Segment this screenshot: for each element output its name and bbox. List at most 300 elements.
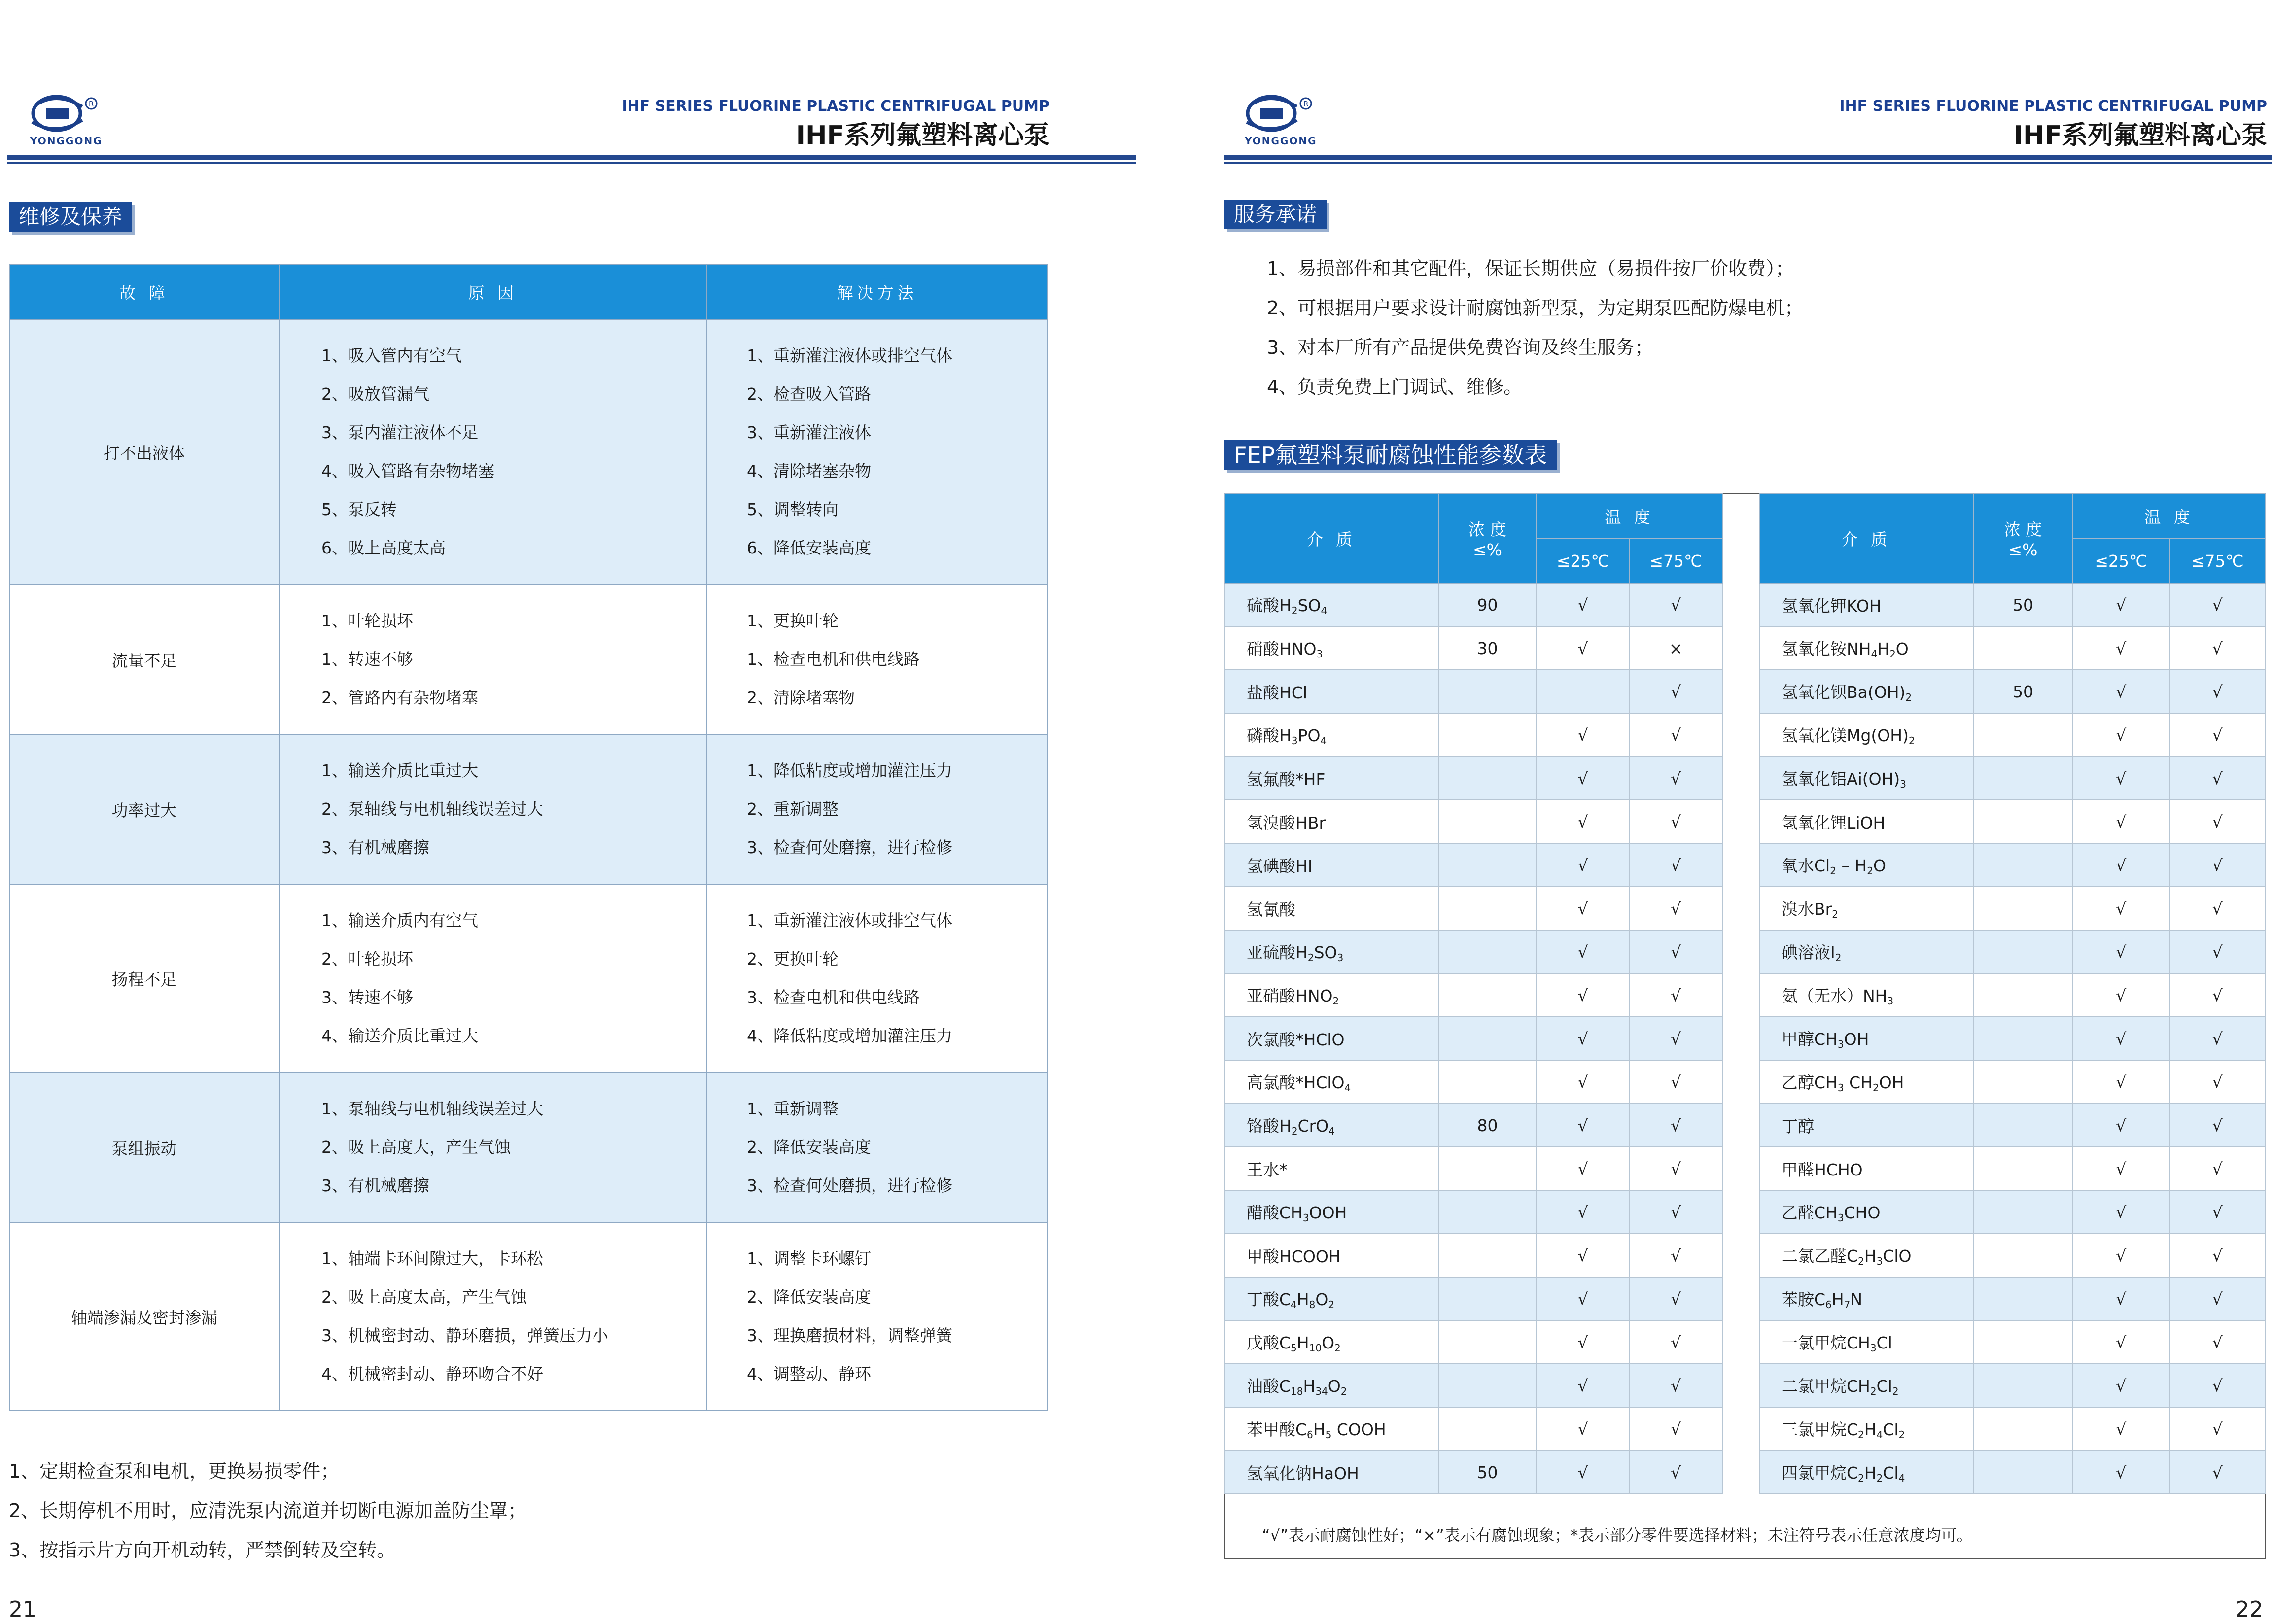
conc-cell [1438,670,1537,713]
t75-cell: √ [2169,1364,2266,1407]
medium-name: 硫酸$H_2SO_4$ [1224,583,1438,626]
t25-cell: √ [2073,973,2169,1017]
fep-row [1224,973,1722,1017]
t25-cell: √ [1537,1407,1630,1451]
solution-line: 2、重新调整 [747,799,839,819]
conc-cell [1438,1234,1537,1277]
service-promise: 4、负责免费上门调试、维修。 [1267,376,1523,398]
fep-row [1224,1234,1722,1277]
reason-cell [279,884,707,1072]
t75-cell: √ [1630,1364,1723,1407]
solution-cell [707,1222,1048,1411]
t25-cell: √ [2073,670,2169,713]
medium-name: 氢溴酸HBr [1224,800,1438,843]
maintenance-note: 1、定期检查泵和电机，更换易损零件； [9,1460,340,1482]
header-title-en-right: IHF SERIES FLUORINE PLASTIC CENTRIFUGAL PUMP [1839,98,2267,115]
t25-cell: √ [2073,1060,2169,1104]
logo-text: YONGGONG [30,135,103,147]
solution-line: 1、降低粘度或增加灌注压力 [747,761,952,780]
t25-cell: √ [2073,583,2169,626]
reason-line: 4、吸入管路有杂物堵塞 [321,461,494,481]
fep-row [1759,626,2266,670]
reason-line: 1、轴端卡环间隙过大，卡环松 [321,1249,543,1268]
medium-name: 氢碘酸HI [1224,843,1438,887]
t25-cell: √ [1537,1147,1630,1190]
maintenance-note: 2、长期停机不用时，应清洗泵内流道并切断电源加盖防尘罩； [9,1500,527,1521]
t25-cell: √ [2073,1407,2169,1451]
solution-cell [707,734,1048,884]
reason-line: 1、泵轴线与电机轴线误差过大 [321,1099,543,1118]
solution-line: 2、更换叶轮 [747,949,839,968]
t25-cell: √ [1537,1234,1630,1277]
t25-cell: √ [1537,887,1630,930]
medium-name: 乙醇$CH_3$ $CH_2OH$ [1759,1060,1973,1104]
t75-cell: √ [2169,626,2266,670]
fep-row [1759,1234,2266,1277]
medium-name: 二氯甲烷$CH_2Cl_2$ [1759,1364,1973,1407]
fep-medium-header: 介 质 [1759,493,1973,583]
solution-line: 2、检查吸入管路 [747,384,871,404]
conc-cell [1973,757,2073,800]
t75-cell: √ [1630,1407,1723,1451]
t75-cell: √ [2169,583,2266,626]
conc-cell [1438,800,1537,843]
header-title-cn-right: IHF系列氟塑料离心泵 [2013,121,2267,150]
t75-cell: √ [2169,1147,2266,1190]
fault-cell: 功率过大 [9,734,279,884]
fep-row [1224,800,1722,843]
t25-cell: √ [2073,1017,2169,1060]
conc-cell [1973,713,2073,757]
t25-cell: √ [2073,1147,2169,1190]
table-row [9,1222,1048,1411]
solution-line: 3、检查何处磨损，进行检修 [747,1176,952,1195]
fep-row [1759,887,2266,930]
conc-cell [1973,1190,2073,1234]
medium-name: 苯甲酸$C_6H_5$ COOH [1224,1407,1438,1451]
fep-row [1224,930,1722,973]
reason-line: 6、吸上高度太高 [321,538,446,557]
solution-cell [707,1072,1048,1222]
solution-line: 4、清除堵塞杂物 [747,461,871,481]
reason-line: 1、输送介质比重过大 [321,761,478,780]
fep-conc-label: 浓 度 [2004,520,2042,539]
fep-row [1224,1364,1722,1407]
fep-table-gap [1723,494,1759,1521]
header-title-cn: IHF系列氟塑料离心泵 [796,121,1049,150]
logo-text-right: YONGGONG [1245,135,1317,147]
header-rule-thick [7,155,1136,160]
reason-line: 2、吸上高度太高，产生气蚀 [321,1287,527,1307]
fep-row [1759,1320,2266,1364]
troubleshooting-body [9,319,1048,1411]
conc-cell [1438,973,1537,1017]
fep-row [1224,757,1722,800]
col-solution-header: 解决方法 [707,264,1048,319]
fep-conc-header [1438,493,1537,583]
t75-cell: √ [2169,757,2266,800]
reason-line: 1、吸入管内有空气 [321,346,462,365]
conc-cell [1438,757,1537,800]
svg-text:R: R [1303,100,1309,108]
conc-cell [1438,1407,1537,1451]
fep-section-title: FEP氟塑料泵耐腐蚀性能参数表 [1224,440,1557,470]
page-number-left: 21 [9,1597,36,1622]
fep-row [1759,1060,2266,1104]
t75-cell: √ [1630,887,1723,930]
conc-cell: 90 [1438,583,1537,626]
conc-cell: 50 [1973,583,2073,626]
medium-name: 二氯乙醛$C_2H_3ClO$ [1759,1234,1973,1277]
conc-cell [1973,626,2073,670]
conc-cell: 30 [1438,626,1537,670]
medium-name: 氢氰酸 [1224,887,1438,930]
fep-row [1759,1407,2266,1451]
fep-row [1759,1190,2266,1234]
t75-cell: √ [1630,930,1723,973]
t25-cell: √ [1537,713,1630,757]
medium-name: 氧水$Cl_2 - H_2O$ [1759,843,1973,887]
t25-cell: √ [2073,1364,2169,1407]
fep-row [1759,1451,2266,1494]
reason-line: 1、输送介质内有空气 [321,911,478,930]
fep-row [1224,713,1722,757]
fep-row [1224,1407,1722,1451]
company-logo-right [1242,94,1316,153]
medium-name: 氢氧化镁$Mg(OH)_2$ [1759,713,1973,757]
conc-cell [1973,1320,2073,1364]
header-rule-thin-right [1224,162,2272,164]
t25-cell: √ [1537,626,1630,670]
medium-name: 三氯甲烷$C_2H_4Cl_2$ [1759,1407,1973,1451]
medium-name: 氢氧化铝$Ai(OH)_3$ [1759,757,1973,800]
t75-cell: √ [2169,843,2266,887]
t75-cell: √ [1630,757,1723,800]
fep-conc-header [1973,493,2073,583]
t25-cell: √ [1537,1364,1630,1407]
conc-cell [1973,1147,2073,1190]
solution-line: 5、调整转向 [747,500,839,519]
solution-line: 4、降低粘度或增加灌注压力 [747,1026,952,1045]
conc-cell [1973,1104,2073,1147]
reason-line: 3、有机械磨擦 [321,1176,429,1195]
medium-name: 甲醇$CH_3OH$ [1759,1017,1973,1060]
t25-cell: √ [1537,1017,1630,1060]
fep-row [1224,1060,1722,1104]
t75-cell: √ [1630,1451,1723,1494]
medium-name: 丁酸$C_4H_8O_2$ [1224,1277,1438,1320]
t25-cell: √ [2073,626,2169,670]
conc-cell [1438,843,1537,887]
t75-cell: √ [1630,1017,1723,1060]
fep-legend: “√”表示耐腐蚀性好；“×”表示有腐蚀现象；*表示部分零件要选择材料；未注符号表示任意浓度均可。 [1262,1526,1973,1545]
fep-row [1759,843,2266,887]
conc-cell [1973,800,2073,843]
medium-name: 丁醇 [1759,1104,1973,1147]
col-reason-header: 原 因 [279,264,707,319]
t25-cell: √ [1537,843,1630,887]
conc-cell [1438,1147,1537,1190]
table-row [9,884,1048,1072]
fep-row [1224,1104,1722,1147]
solution-line: 3、重新灌注液体 [747,423,871,442]
t25-cell: √ [1537,1277,1630,1320]
medium-name: 王水* [1224,1147,1438,1190]
table-row [9,585,1048,734]
fep-row [1759,1147,2266,1190]
solution-line: 1、调整卡环螺钉 [747,1249,871,1268]
header-title-en: IHF SERIES FLUORINE PLASTIC CENTRIFUGAL PUMP [622,98,1049,115]
col-fault-header: 故 障 [9,264,279,319]
conc-cell [1438,713,1537,757]
solution-line: 2、降低安装高度 [747,1287,871,1307]
fep-row [1224,670,1722,713]
fep-row [1224,1190,1722,1234]
fep-row [1224,1320,1722,1364]
conc-cell [1973,1407,2073,1451]
conc-cell [1438,1364,1537,1407]
conc-cell [1973,1277,2073,1320]
fault-cell: 打不出液体 [9,319,279,585]
conc-cell [1973,973,2073,1017]
medium-name: 氢氧化钾KOH [1759,583,1973,626]
reason-line: 4、机械密封动、静环吻合不好 [321,1364,543,1383]
solution-cell [707,884,1048,1072]
t25-cell: √ [1537,1190,1630,1234]
reason-line: 5、泵反转 [321,500,397,519]
conc-cell [1438,930,1537,973]
t25-cell: √ [1537,1104,1630,1147]
t75-cell: √ [2169,1234,2266,1277]
t75-cell: √ [2169,1060,2266,1104]
reason-line: 2、叶轮损坏 [321,949,413,968]
fep-row [1224,1277,1722,1320]
page-number-right: 22 [2236,1597,2263,1622]
t75-cell: √ [1630,1104,1723,1147]
fep-row [1224,583,1722,626]
medium-name: 亚硝酸$HNO_2$ [1224,973,1438,1017]
t25-cell: √ [2073,843,2169,887]
fep-row [1224,1147,1722,1190]
t25-cell: √ [1537,583,1630,626]
reason-line: 3、泵内灌注液体不足 [321,423,478,442]
medium-name: 甲酸HCOOH [1224,1234,1438,1277]
t25-cell: √ [2073,1320,2169,1364]
t25-cell: √ [2073,1451,2169,1494]
t75-cell: √ [1630,1060,1723,1104]
t25-cell: √ [2073,1190,2169,1234]
fep-right-body [1759,583,2266,1494]
fep-table-right [1759,493,2266,1494]
medium-name: 氨（无水）$NH_3$ [1759,973,1973,1017]
header-rule-thick-right [1224,155,2272,160]
reason-line: 3、转速不够 [321,988,413,1007]
fault-cell: 流量不足 [9,585,279,734]
t25-cell [1537,670,1630,713]
conc-cell [1973,1060,2073,1104]
reason-line: 1、转速不够 [321,650,413,669]
svg-text:R: R [89,100,94,108]
fep-row [1224,887,1722,930]
header-rule-thin [7,162,1136,164]
conc-cell [1438,1017,1537,1060]
fep-t75-header: ≤75℃ [1630,539,1723,583]
fep-row [1224,1017,1722,1060]
fep-temp-header: 温 度 [1537,493,1722,539]
medium-name: 苯胺$C_6H_7N$ [1759,1277,1973,1320]
t75-cell: √ [2169,930,2266,973]
conc-cell [1438,1190,1537,1234]
conc-cell: 50 [1973,670,2073,713]
solution-line: 3、理换磨损材料，调整弹簧 [747,1326,952,1345]
t75-cell: √ [2169,1277,2266,1320]
solution-line: 2、清除堵塞物 [747,688,855,707]
fep-row [1759,713,2266,757]
t25-cell: √ [1537,1320,1630,1364]
t25-cell: √ [2073,800,2169,843]
page-header-right [1136,0,2272,168]
fep-row [1759,800,2266,843]
t75-cell: √ [1630,583,1723,626]
conc-cell [1438,1277,1537,1320]
reason-cell [279,1222,707,1411]
fep-row [1759,930,2266,973]
service-promise: 2、可根据用户要求设计耐腐蚀新型泵，为定期泵匹配防爆电机； [1267,297,1804,319]
t25-cell: √ [2073,1234,2169,1277]
fep-t75-header: ≤75℃ [2169,539,2266,583]
fep-row [1759,1104,2266,1147]
maintenance-note: 3、按指示片方向开机动转，严禁倒转及空转。 [9,1539,396,1561]
conc-cell [1438,1060,1537,1104]
reason-line: 1、叶轮损坏 [321,611,413,630]
fep-row [1759,670,2266,713]
solution-line: 4、调整动、静环 [747,1364,871,1383]
fep-t25-header: ≤25℃ [1537,539,1630,583]
t25-cell: √ [1537,1060,1630,1104]
conc-cell [1973,843,2073,887]
fep-conc-label: 浓 度 [1468,520,1506,539]
t75-cell: √ [2169,1320,2266,1364]
t75-cell: √ [2169,1451,2266,1494]
conc-cell [1973,887,2073,930]
t75-cell: √ [1630,670,1723,713]
solution-line: 1、重新调整 [747,1099,839,1118]
conc-cell [1973,930,2073,973]
reason-line: 2、管路内有杂物堵塞 [321,688,478,707]
medium-name: 戊酸$C_5H_{10}O_2$ [1224,1320,1438,1364]
fep-medium-header: 介 质 [1224,493,1438,583]
table-row [9,1072,1048,1222]
medium-name: 盐酸HCl [1224,670,1438,713]
t25-cell: √ [1537,1451,1630,1494]
t75-cell: √ [1630,1147,1723,1190]
medium-name: 氢氧化钡$Ba(OH)_2$ [1759,670,1973,713]
maintenance-notes [9,1451,526,1570]
service-section-title: 服务承诺 [1224,200,1327,229]
conc-cell [1438,887,1537,930]
solution-line: 1、重新灌注液体或排空气体 [747,911,952,930]
t75-cell: √ [2169,800,2266,843]
service-promise: 1、易损部件和其它配件，保证长期供应（易损件按厂价收费）； [1267,258,1794,279]
fep-row [1759,1017,2266,1060]
fault-cell: 扬程不足 [9,884,279,1072]
t25-cell: √ [1537,930,1630,973]
conc-cell [1973,1451,2073,1494]
fep-table-left [1224,493,1723,1494]
t75-cell: √ [2169,887,2266,930]
medium-name: 四氯甲烷$C_2H_2Cl_4$ [1759,1451,1973,1494]
reason-line: 4、输送介质比重过大 [321,1026,478,1045]
fep-row [1759,1364,2266,1407]
t25-cell: √ [1537,800,1630,843]
fep-row [1759,1277,2266,1320]
t25-cell: √ [2073,1277,2169,1320]
company-logo [27,94,101,153]
medium-name: 油酸$C_{18}H_{34}O_2$ [1224,1364,1438,1407]
t75-cell: √ [1630,843,1723,887]
t75-cell: √ [2169,1017,2266,1060]
fep-row [1224,626,1722,670]
fep-left-body [1224,583,1722,1494]
medium-name: 一氯甲烷$CH_3Cl$ [1759,1320,1973,1364]
fep-row [1759,757,2266,800]
fep-temp-header: 温 度 [2073,493,2266,539]
conc-cell: 80 [1438,1104,1537,1147]
table-row [9,734,1048,884]
t75-cell: √ [1630,1277,1723,1320]
reason-cell [279,734,707,884]
reason-line: 2、泵轴线与电机轴线误差过大 [321,799,543,819]
conc-cell [1973,1234,2073,1277]
t75-cell: √ [2169,670,2266,713]
t25-cell: √ [2073,1104,2169,1147]
t25-cell: √ [1537,973,1630,1017]
medium-name: 亚硫酸$H_2SO_3$ [1224,930,1438,973]
fep-conc-unit: ≤% [1472,540,1502,559]
medium-name: 溴水$Br_2$ [1759,887,1973,930]
t75-cell: √ [1630,973,1723,1017]
medium-name: 磷酸$H_3PO_4$ [1224,713,1438,757]
page-header [0,0,1136,168]
solution-cell [707,319,1048,585]
t75-cell: √ [1630,1234,1723,1277]
troubleshooting-table [9,264,1048,1411]
troubleshooting-header-row [9,264,1048,319]
t75-cell: √ [1630,1190,1723,1234]
medium-name: 次氯酸*HClO [1224,1017,1438,1060]
conc-cell [1438,1320,1537,1364]
medium-name: 甲醛HCHO [1759,1147,1973,1190]
fep-row [1224,843,1722,887]
logo-mark-icon [27,94,101,133]
solution-line: 3、检查电机和供电线路 [747,988,920,1007]
solution-line: 1、检查电机和供电线路 [747,650,920,669]
t75-cell: √ [1630,800,1723,843]
solution-line: 2、降低安装高度 [747,1138,871,1157]
t75-cell: √ [2169,1104,2266,1147]
solution-line: 1、重新灌注液体或排空气体 [747,346,952,365]
reason-cell [279,585,707,734]
reason-cell [279,319,707,585]
t75-cell: √ [2169,1190,2266,1234]
conc-cell [1973,1364,2073,1407]
fep-t25-header: ≤25℃ [2073,539,2169,583]
solution-cell [707,585,1048,734]
reason-line: 2、吸上高度大，产生气蚀 [321,1138,511,1157]
medium-name: 硝酸$HNO_3$ [1224,626,1438,670]
medium-name: 铬酸$H_2CrO_4$ [1224,1104,1438,1147]
medium-name: 高氯酸*HClO$_4$ [1224,1060,1438,1104]
